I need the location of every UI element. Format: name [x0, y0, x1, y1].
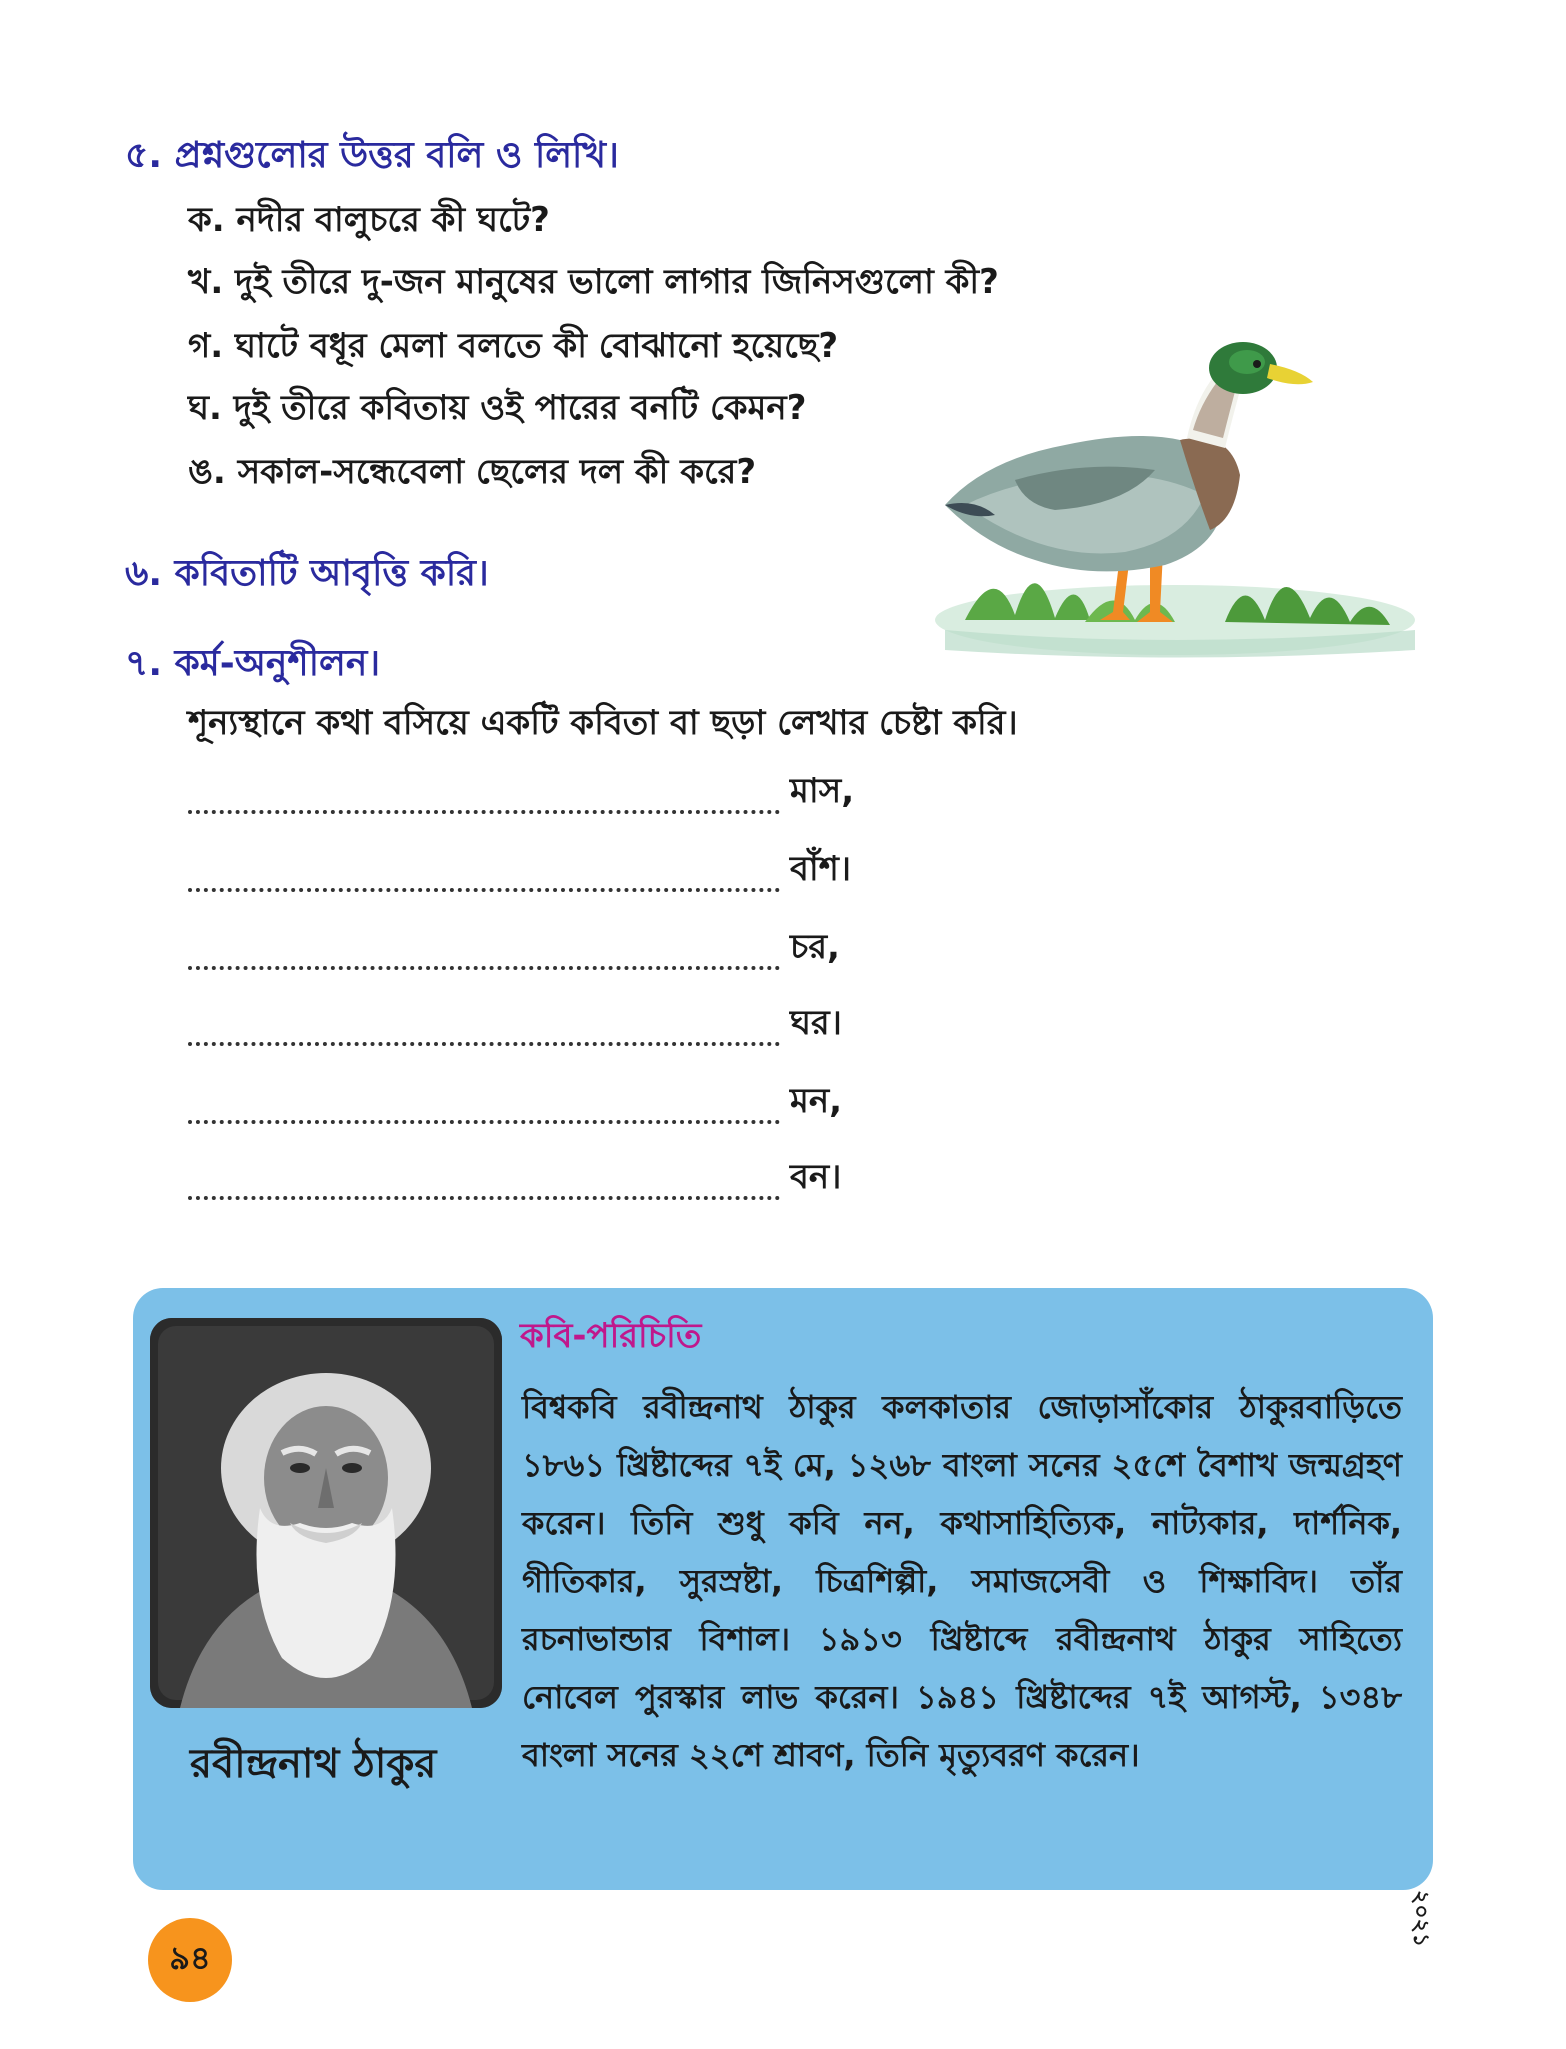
line-ending-word: মন,: [790, 1081, 843, 1121]
fill-blank-line-3[interactable]: [188, 928, 1088, 978]
fill-blank-line-1[interactable]: [188, 772, 1088, 822]
portrait-caption: রবীন্দ্রনাথ ঠাকুর: [190, 1741, 437, 1787]
question-ka: ক. নদীর বালুচরে কী ঘটে?: [188, 200, 550, 240]
blank-dots: [188, 1034, 780, 1046]
line-ending-word: ঘর।: [790, 1003, 842, 1043]
fill-blank-line-6[interactable]: [188, 1158, 1088, 1208]
blank-dots: [188, 802, 780, 814]
section-5-heading: ৫. প্রশ্নগুলোর উত্তর বলি ও লিখি।: [125, 135, 619, 176]
question-nga: ঙ. সকাল-সন্ধেবেলা ছেলের দল কী করে?: [188, 452, 757, 492]
blank-dots: [188, 1188, 780, 1200]
blank-dots: [188, 880, 780, 892]
section-7-instruction: শূন্যস্থানে কথা বসিয়ে একটি কবিতা বা ছড়া লেখার চেষ্টা করি।: [188, 703, 1018, 743]
line-ending-word: বাঁশ।: [790, 849, 852, 889]
page-number: ৯৪: [148, 1918, 232, 2002]
poet-biography: বিশ্বকবি রবীন্দ্রনাথ ঠাকুর কলকাতার জোড়াসাঁকোর ঠাকুরবাড়িতে ১৮৬১ খ্রিষ্টাব্দের ৭ই মে, ১২৬৮ বাংলা সনের ২৫শে বৈশাখ জন্মগ্রহণ করেন। তিনি শুধু কবি নন, কথাসাহিত্যিক, নাট্যকার, দার্শনিক, গীতিকার, সুরস্রষ্টা, চিত্রশিল্পী, সমাজসেবী ও শিক্ষাবিদ। তাঁর রচনাভান্ডার বিশাল। ১৯১৩ খ্রিষ্টাব্দে রবীন্দ্রনাথ ঠাকুর সাহিত্যে নোবেল পুরস্কার লাভ করেন। ১৯৪১ খ্রিষ্টাব্দের ৭ই আগস্ট, ১৩৪৮ বাংলা সনের ২২শে শ্রাবণ, তিনি মৃত্যুবরণ করেন।: [522, 1388, 1402, 1774]
section-7-heading: ৭. কর্ম-অনুশীলন।: [125, 643, 381, 684]
blank-dots: [188, 958, 780, 970]
fill-blank-line-2[interactable]: [188, 850, 1088, 900]
blank-dots: [188, 1112, 780, 1124]
poet-portrait-illustration: [150, 1318, 502, 1708]
year-mark: ২০২১: [1408, 1890, 1433, 1948]
question-kha: খ. দুই তীরে দু-জন মানুষের ভালো লাগার জিনিসগুলো কী?: [188, 262, 999, 302]
duck-illustration: [925, 330, 1425, 660]
question-gha: ঘ. দুই তীরে কবিতায় ওই পারের বনটি কেমন?: [188, 388, 807, 428]
line-ending-word: মাস,: [790, 771, 855, 811]
fill-blank-line-5[interactable]: [188, 1082, 1088, 1132]
line-ending-word: চর,: [790, 927, 840, 967]
fill-blank-line-4[interactable]: [188, 1004, 1088, 1054]
line-ending-word: বন।: [790, 1157, 842, 1197]
question-ga: গ. ঘাটে বধূর মেলা বলতে কী বোঝানো হয়েছে?: [188, 326, 839, 366]
section-6-heading: ৬. কবিতাটি আবৃত্তি করি।: [125, 553, 489, 594]
poet-portrait: [150, 1318, 502, 1708]
poet-intro-title: কবি-পরিচিতি: [520, 1316, 702, 1356]
